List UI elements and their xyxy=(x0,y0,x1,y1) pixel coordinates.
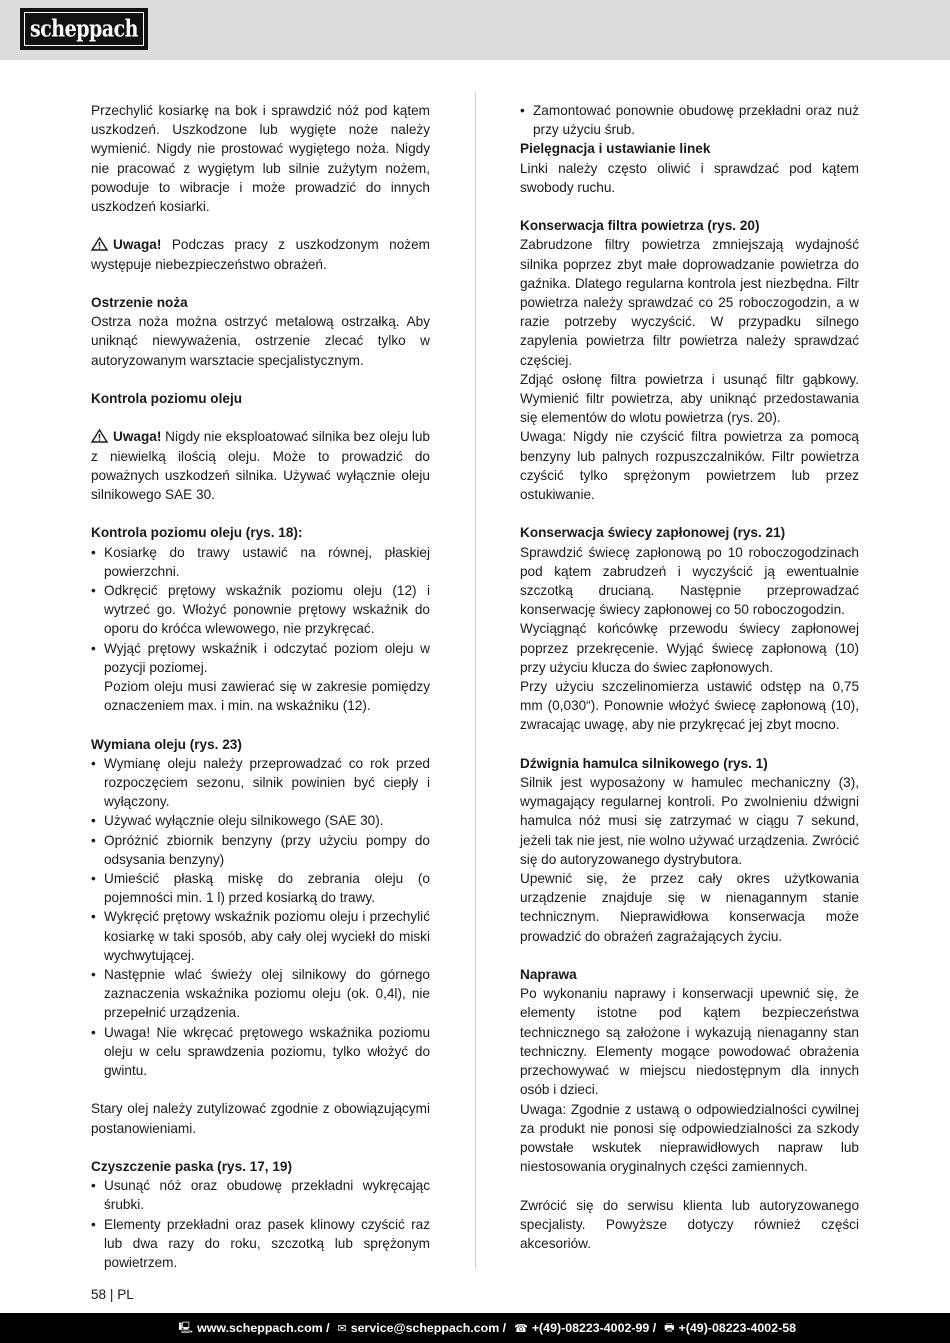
heading-cables: Pielęgnacja i ustawianie linek xyxy=(520,141,711,157)
heading-belt-cleaning: Czyszczenie paska (rys. 17, 19) xyxy=(91,1159,292,1175)
air-filter-paragraph-2: Zdjąć osłonę filtra powietrza i usunąć filtr gąbkowy. Wymienić filtr powietrza, aby uniknąć przedostawania się elementów do wlotu powietrza (rys. 20). xyxy=(520,371,859,426)
service-paragraph: Zwrócić się do serwisu klienta lub autoryzowanego specjalisty. Powyższe dotyczy również części akcesoriów. xyxy=(520,1197,859,1251)
warning-triangle-icon xyxy=(91,429,108,443)
footer-email[interactable]: service@scheppach.com / xyxy=(350,1321,507,1335)
list-item: • Opróżnić zbiornik benzyny (przy użyciu pompy do odsysania benzyny) xyxy=(91,831,430,869)
fax-icon: 🖶 xyxy=(664,1321,675,1334)
warning-text: Podczas pracy z uszkodzonym nożem występuje niebezpieczeństwo obrażeń. xyxy=(91,237,430,272)
list-item: • Kosiarkę do trawy ustawić na równej, płaskiej powierzchni. xyxy=(91,543,430,581)
engine-brake-paragraph-2: Upewnić się, że przez cały okres użytkowania urządzenie znajduje się w nienagannym stanie technicznym. Nieprawidłowa konserwacja może prowadzić do obrażeń zagrażających życiu. xyxy=(520,871,859,944)
spark-plug-paragraph-2: Wyciągnąć końcówkę przewodu świecy zapłonowej poprzez przekręcenie. Wyjąć świecę zapłonową (10) przy użyciu klucza do świec zapłonowych. xyxy=(520,621,859,675)
list-item: • Uwaga! Nie wkręcać prętowego wskaźnika poziomu oleju w celu sprawdzenia poziomu, tylko włożyć do gwintu. xyxy=(91,1023,430,1081)
mail-icon: ✉ xyxy=(337,1322,347,1335)
oil-check-list xyxy=(91,543,430,677)
column-divider xyxy=(475,92,476,1269)
left-column xyxy=(91,101,430,1272)
warning-triangle-icon xyxy=(91,237,108,251)
footer-fax: +(49)-08223-4002-58 xyxy=(678,1321,796,1335)
page-number xyxy=(91,1287,134,1302)
page-header xyxy=(0,0,950,60)
heading-oil-check: Kontrola poziomu oleju (rys. 18): xyxy=(91,525,303,541)
blade-sharpening-paragraph: Ostrza noża można ostrzyć metalową ostrzałką. Aby uniknąć niewyważenia, ostrzenie zlecać tylko w autoryzowanym warsztacie specjalistycznym. xyxy=(91,314,430,368)
belt-cleaning-list xyxy=(91,1176,430,1272)
list-item: • Następnie wlać świeży olej silnikowy do górnego zaznaczenia wskaźnika poziomu oleju (ok. 0,4l), nie przepełnić urządzenia. xyxy=(91,965,430,1023)
scheppach-logo xyxy=(20,8,148,50)
heading-spark-plug: Konserwacja świecy zapłonowej (rys. 21) xyxy=(520,525,786,541)
list-item: • Elementy przekładni oraz pasek klinowy czyścić raz lub dwa razy do roku, szczotką lub sprężonym powietrzem. xyxy=(91,1215,430,1273)
right-column xyxy=(520,101,859,1253)
list-item: • Wyjąć prętowy wskaźnik i odczytać poziom oleju w pozycji poziomej. xyxy=(91,639,430,677)
list-item: • Usunąć nóż oraz obudowę przekładni wykręcając śrubki. xyxy=(91,1176,430,1214)
page-language: PL xyxy=(117,1287,134,1302)
belt-cleaning-list-continued xyxy=(520,101,859,139)
page-number-separator: | xyxy=(109,1287,114,1302)
logo-text: scheppach xyxy=(30,15,138,43)
warning-oil xyxy=(91,427,430,504)
warning-label: Uwaga! xyxy=(113,429,162,445)
heading-air-filter: Konserwacja filtra powietrza (rys. 20) xyxy=(520,218,760,234)
footer-website[interactable]: www.scheppach.com / xyxy=(197,1321,330,1335)
oil-disposal-paragraph: Stary olej należy zutylizować zgodnie z obowiązującymi postanowieniami. xyxy=(91,1101,430,1136)
heading-oil-change: Wymiana oleju (rys. 23) xyxy=(91,736,242,752)
air-filter-paragraph-1: Zabrudzone filtry powietrza zmniejszają wydajność silnika poprzez zbyt małe doprowadzanie powietrza do gaźnika. Dlatego regularna kontrola jest niezbędna. Filtr powietrza należy sprawdzać co 25 roboczogodzin, a w razie potrzeby wyczyścić. W przypadku silnego zapylenia powietrza filtr powietrza należy sprawdzać częściej. xyxy=(520,237,859,368)
warning-text: Nigdy nie eksploatować silnika bez oleju lub z niewielką ilością oleju. Może to prowadzić do poważnych uszkodzeń silnika. Używać wyłącznie oleju silnikowego SAE 30. xyxy=(91,429,430,502)
warning-damaged-blade xyxy=(91,235,430,273)
list-item: • Zamontować ponownie obudowę przekładni oraz nuż przy użyciu śrub. xyxy=(520,101,859,139)
phone-icon: ☎ xyxy=(514,1322,528,1335)
page-footer xyxy=(0,1313,950,1343)
oil-change-list xyxy=(91,754,430,1080)
list-item: • Wymianę oleju należy przeprowadzać co rok przed rozpoczęciem sezonu, silnik powinien być ciepły i wyłączony. xyxy=(91,754,430,812)
cables-paragraph: Linki należy często oliwić i sprawdzać pod kątem swobody ruchu. xyxy=(520,160,859,195)
engine-brake-paragraph-1: Silnik jest wyposażony w hamulec mechaniczny (3), wymagający regularnej kontroli. Po zwolnieniu dźwigni hamulca nóż musi się zatrzymać w ciągu 7 sekund, jeżeli tak nie jest, nie wolno używać urządzenia. Zwrócić się do autoryzowanego dystrybutora. xyxy=(520,775,859,867)
list-item: • Wykręcić prętowy wskaźnik poziomu oleju i przechylić kosiarkę w taki sposób, aby cały olej wyciekł do miski wychwytującej. xyxy=(91,907,430,965)
footer-phone: +(49)-08223-4002-99 / xyxy=(531,1321,657,1335)
heading-blade-sharpening: Ostrzenie noża xyxy=(91,295,188,310)
list-item: • Umieścić płaską miskę do zebrania oleju (o pojemności min. 1 l) przed kosiarką do trawy. xyxy=(91,869,430,907)
spark-plug-paragraph-3: Przy użyciu szczelinomierza ustawić odstęp na 0,75 mm (0,030“). Ponownie włożyć świecę zapłonową (10), zwracając uwagę, aby nie przykręcać jej zbyt mocno. xyxy=(520,679,859,733)
heading-repair: Naprawa xyxy=(520,967,577,983)
heading-oil-level: Kontrola poziomu oleju xyxy=(91,391,243,406)
page-number-value: 58 xyxy=(91,1287,107,1302)
repair-paragraph-2: Uwaga: Zgodnie z ustawą o odpowiedzialności cywilnej za produkt nie ponosi się odpowiedzialności za szkody powstałe wskutek nieprawidłowych napraw lub niestosowania oryginalnych części zamiennych. xyxy=(520,1101,859,1175)
blade-check-paragraph: Przechylić kosiarkę na bok i sprawdzić nóż pod kątem uszkodzeń. Uszkodzone lub wygięte noże należy wymienić. Nigdy nie prostować wygiętego noża. Nigdy nie pracować z wygiętym lub silnie zużytym nożem, powoduje to wibracje i może prowadzić do innych uszkodzeń kosiarki. xyxy=(91,103,430,215)
heading-engine-brake: Dźwignia hamulca silnikowego (rys. 1) xyxy=(520,755,768,771)
oil-check-note: Poziom oleju musi zawierać się w zakresie pomiędzy oznaczeniem max. i min. na wskaźniku (12). xyxy=(104,679,430,714)
air-filter-paragraph-3: Uwaga: Nigdy nie czyścić filtra powietrza za pomocą benzyny lub palnych rozpuszczalników. Filtr powietrza czyścić tylko sprężonym powietrzem lub przez ostukiwanie. xyxy=(520,429,859,503)
warning-label: Uwaga! xyxy=(113,237,162,253)
computer-icon: 🖳 xyxy=(178,1321,194,1334)
list-item: • Używać wyłącznie oleju silnikowego (SAE 30). xyxy=(91,811,430,830)
repair-paragraph-1: Po wykonaniu naprawy i konserwacji upewnić się, że elementy istotne pod kątem bezpieczeństwa technicznego są założone i wykazują nienaganny stan techniczny. Elementy mogące powodować obrażenia przechowywać w miejscu niedostępnym dla innych osób i dzieci. xyxy=(520,986,859,1098)
list-item: • Odkręcić prętowy wskaźnik poziomu oleju (12) i wytrzeć go. Włożyć ponownie prętowy wskaźnik do oporu do króćca wlewowego, nie przykręcać. xyxy=(91,581,430,639)
spark-plug-paragraph-1: Sprawdzić świecę zapłonową po 10 roboczogodzinach pod kątem zabrudzeń i wyczyścić ją ewentualnie szczotką drucianą. Następnie przeprowadzać konserwację świecy zapłonowej co 50 roboczogodzin. xyxy=(520,544,859,618)
